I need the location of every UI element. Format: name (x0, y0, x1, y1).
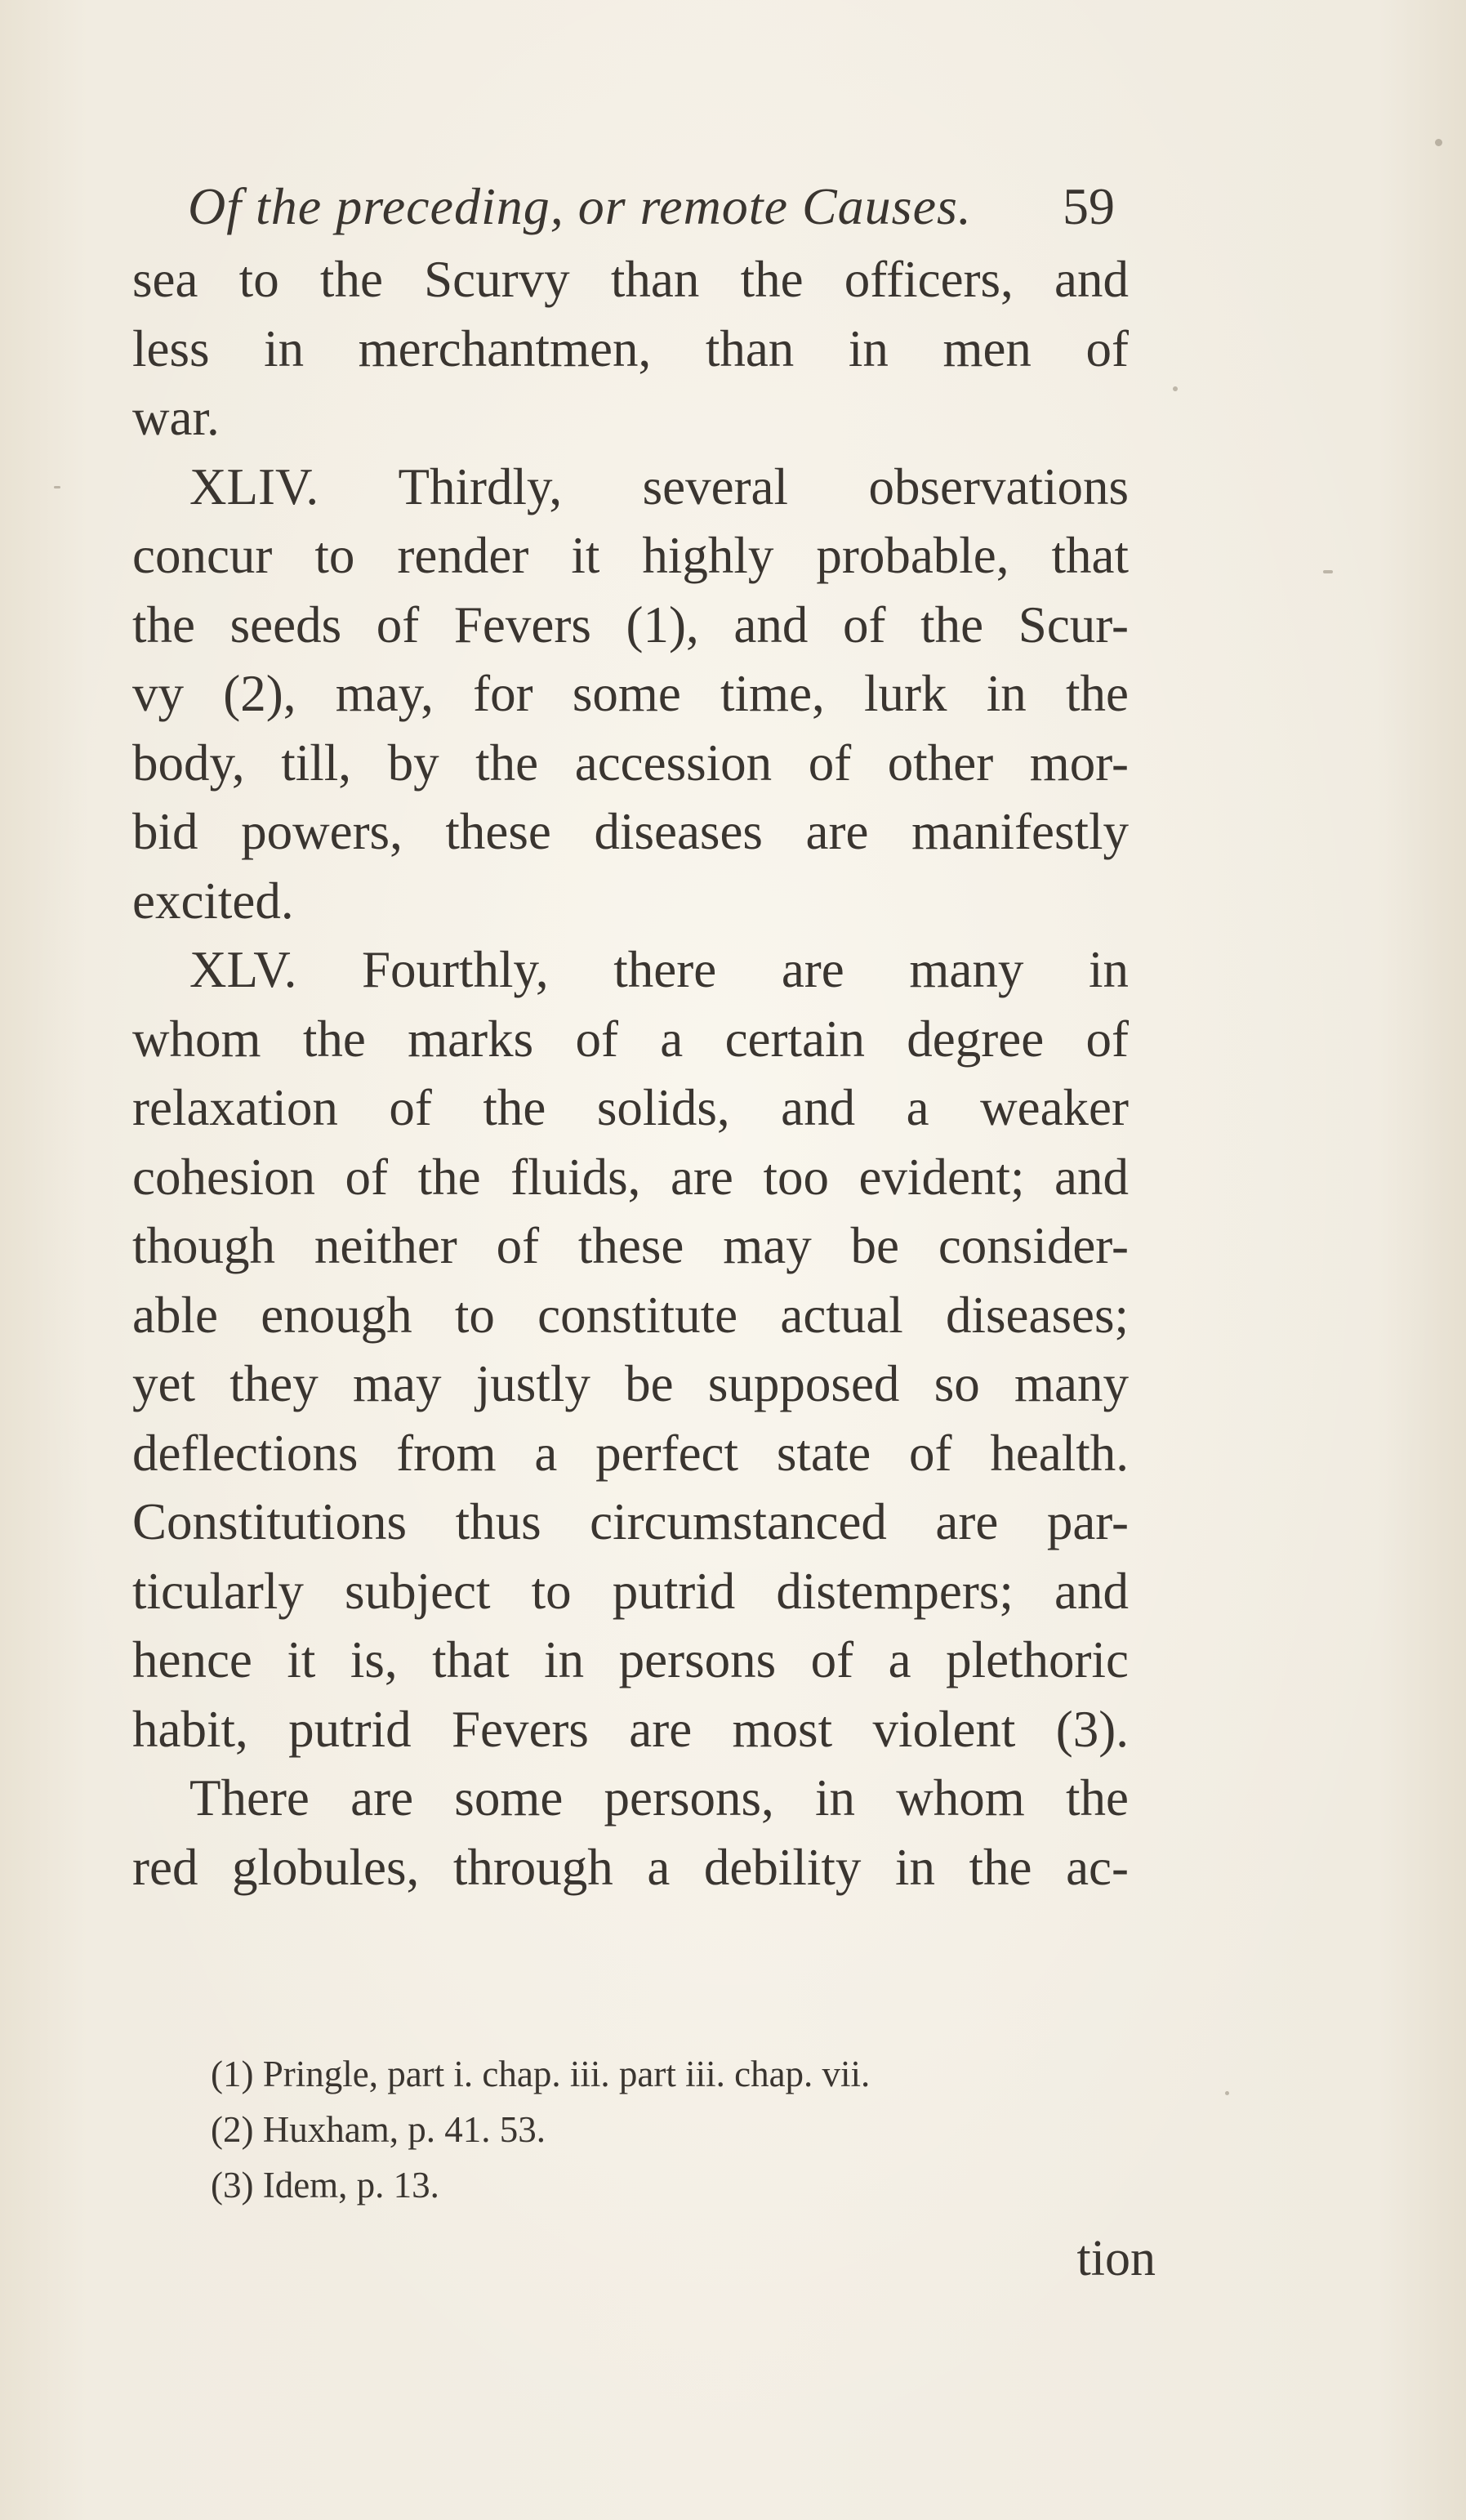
running-title: Of the preceding, or remote Causes. (188, 177, 972, 235)
text-line: ticularly subject to putrid distempers; and (132, 1562, 1129, 1620)
text-line: Constitutions thus circumstanced are par- (132, 1493, 1129, 1550)
paper-speck (1225, 2091, 1229, 2095)
text-line: deflections from a perfect state of health. (132, 1424, 1129, 1482)
text-line: cohesion of the fluids, are too evident; and (132, 1148, 1129, 1206)
paper-speck (1173, 386, 1178, 391)
footnote: (3) Idem, p. 13. (211, 2165, 439, 2206)
text-line: body, till, by the accession of other mor- (132, 734, 1129, 792)
text-line: less in merchantmen, than in men of (132, 319, 1129, 377)
text-line: the seeds of Fevers (1), and of the Scur- (132, 595, 1129, 653)
text-line: red globules, through a debility in the ac- (132, 1838, 1129, 1896)
footnotes (211, 2046, 1134, 2213)
section-heading-line: XLIV. Thirdly, several observations (189, 457, 1129, 515)
text-line: though neither of these may be consider- (132, 1217, 1129, 1274)
text-line: whom the marks of a certain degree of (132, 1010, 1129, 1068)
text-line: hence it is, that in persons of a plethoric (132, 1631, 1129, 1688)
paper-speck (1435, 139, 1442, 146)
text-line: war. (132, 389, 220, 446)
paper-speck (1323, 570, 1333, 573)
paper-speck (54, 486, 60, 488)
text-line: habit, putrid Fevers are most violent (3). (132, 1700, 1129, 1758)
text-line: concur to render it highly probable, that (132, 527, 1129, 584)
text-line: excited. (132, 872, 294, 930)
text-line: sea to the Scurvy than the officers, and (132, 251, 1129, 308)
page-header (188, 170, 1115, 243)
catchword: tion (1076, 2231, 1156, 2286)
body-text (132, 245, 1129, 1902)
text-line: able enough to constitute actual diseases; (132, 1286, 1129, 1344)
text-line: vy (2), may, for some time, lurk in the (132, 665, 1129, 722)
footnote: (2) Huxham, p. 41. 53. (211, 2109, 546, 2150)
text-line: relaxation of the solids, and a weaker (132, 1079, 1129, 1136)
text-line: bid powers, these diseases are manifestly (132, 803, 1129, 860)
page-number: 59 (1063, 177, 1115, 235)
footnote: (1) Pringle, part i. chap. iii. part iii. chap. vii. (211, 2054, 871, 2094)
text-line: yet they may justly be supposed so many (132, 1355, 1129, 1412)
section-heading-line: XLV. Fourthly, there are many in (189, 941, 1129, 998)
paragraph-start-line: There are some persons, in whom the (189, 1769, 1129, 1826)
